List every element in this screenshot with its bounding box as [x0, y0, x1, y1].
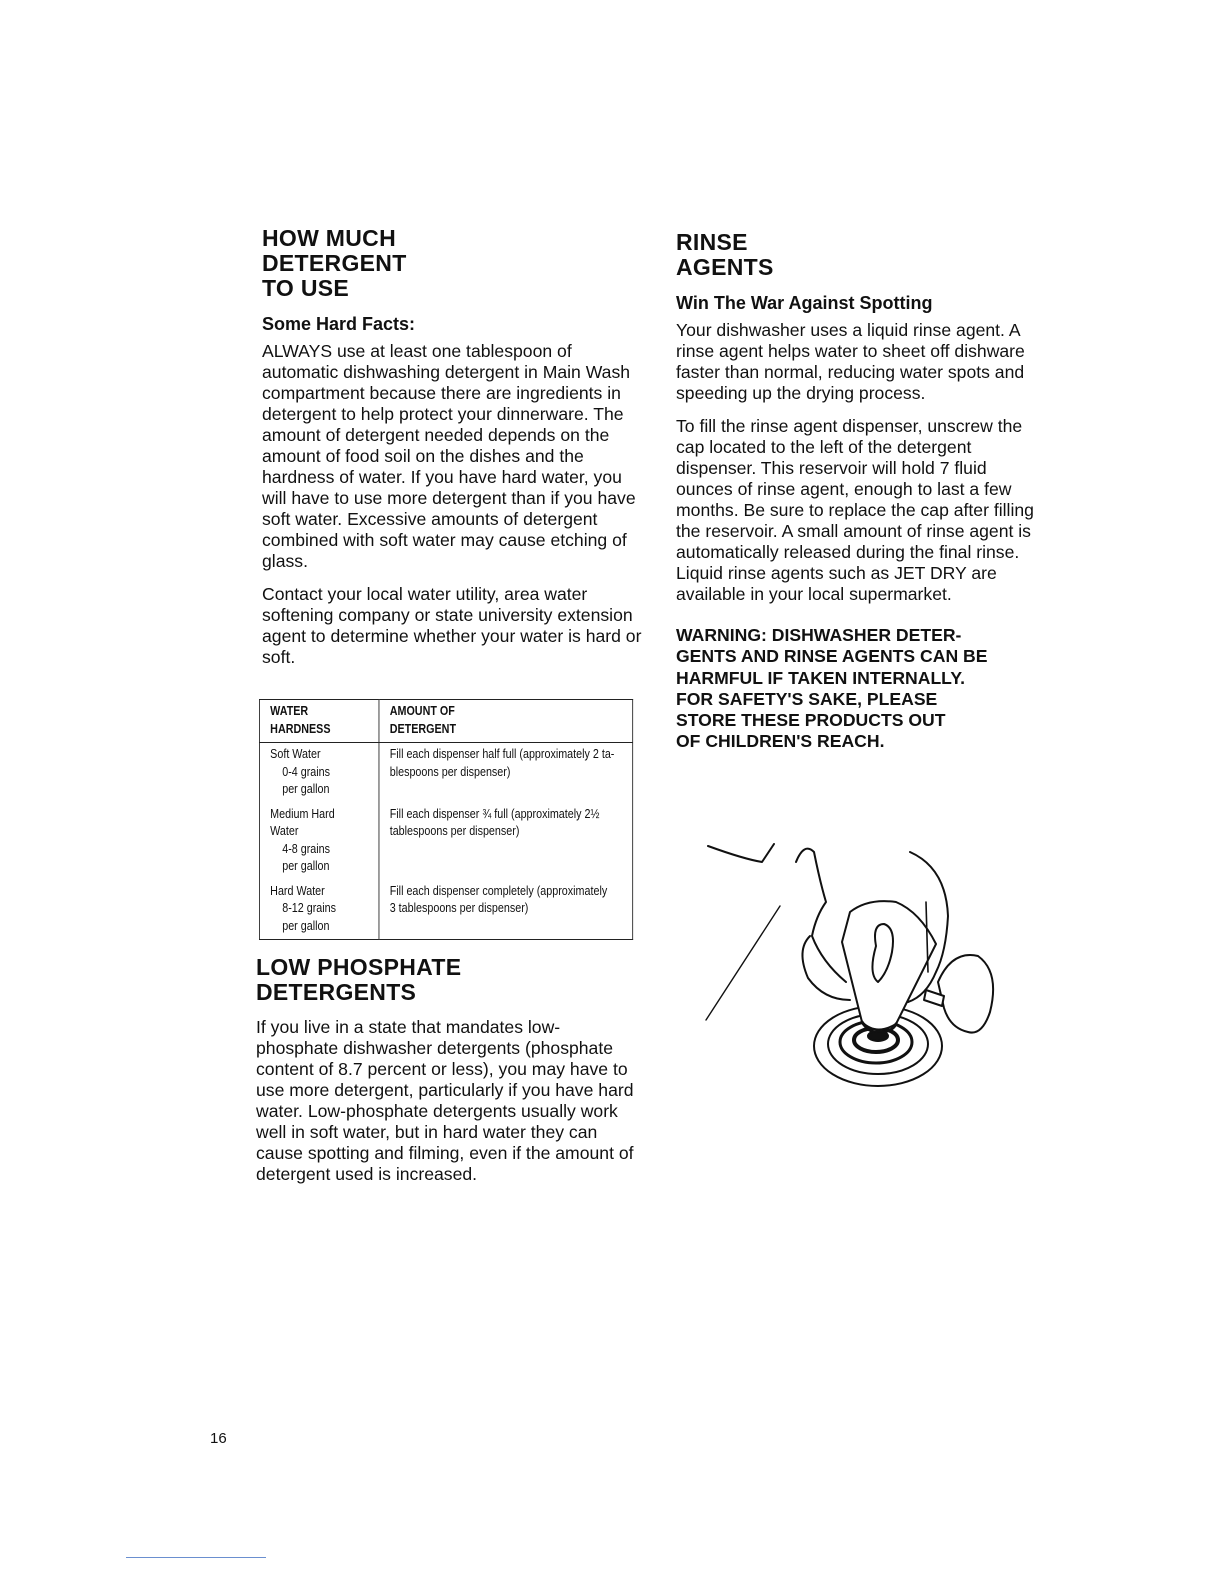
- amount-cell: Fill each dispenser ¾ full (approximately 2½ tablespoons per dispenser): [389, 806, 600, 838]
- amount-cell: Fill each dispenser completely (approximately 3 tablespoons per dispenser): [389, 883, 608, 915]
- dispenser-cap: [938, 955, 993, 1033]
- hard-facts-subheading: Some Hard Facts:: [262, 314, 416, 334]
- rinse-paragraph-2: To fill the rinse agent dispenser, unscrew the cap located to the left of the detergent dispenser. This reservoir will hold 7 fluid ounces of rinse agent, enough to last a few months. Be sure to replace the cap after filling the reservoir. A small amount of rinse agent is automatically released during the final rinse. Liquid rinse agents such as JET DRY are available in your local supermarket.: [676, 416, 1034, 604]
- detergent-paragraph-1: ALWAYS use at least one tablespoon of automatic dishwashing detergent in Main Wash compartment because there are ingredients in detergent to help protect your dinnerware. The amount of detergent needed depends on the amount of food soil on the dishes and the hardness of water. If you have hard water, you will have to use more detergent than if you have soft water. Excessive amounts of detergent combined with soft water may cause etching of glass.: [262, 341, 636, 571]
- rinse-paragraph-1: Your dishwasher uses a liquid rinse agent. A rinse agent helps water to sheet off dishware faster than normal, reducing water spots and speeding up the drying process.: [676, 320, 1025, 403]
- pointer-line: [708, 844, 774, 862]
- water-hardness-table: [259, 699, 633, 940]
- detergent-section: [262, 226, 642, 680]
- rinse-agent-dispenser-illustration: [700, 832, 1020, 1112]
- hardness-cell: Soft Water 0-4 grains per gallon: [259, 743, 379, 803]
- table-row: [259, 743, 632, 803]
- safety-warning: WARNING: DISHWASHER DETER- GENTS AND RINSE AGENTS CAN BE HARMFUL IF TAKEN INTERNALLY. FOR SAFETY'S SAKE, PLEASE STORE THESE PRODUCTS OUT OF CHILDREN'S REACH.: [676, 625, 988, 752]
- footer-rule: [126, 1557, 266, 1558]
- detergent-paragraph-2: Contact your local water utility, area water softening company or state university extension agent to determine whether your water is hard or soft.: [262, 584, 642, 667]
- amount-cell: Fill each dispenser half full (approximately 2 ta- blespoons per dispenser): [389, 747, 615, 779]
- table-header-row: [259, 700, 632, 743]
- pointer-line: [706, 906, 780, 1020]
- header-water-hardness: WATER HARDNESS: [259, 700, 379, 743]
- table-row: [259, 803, 632, 880]
- rinse-agents-heading: RINSE AGENTS: [676, 229, 774, 280]
- page-number: 16: [210, 1430, 227, 1447]
- low-phosphate-paragraph: If you live in a state that mandates low-phosphate dishwasher detergents (phosphate content of 8.7 percent or less), you may have to use more detergent, particularly if you have hard water. Low-phosphate detergents usually work well in soft water, but in hard water they can cause spotting and filming, even if the amount of detergent used is increased.: [256, 1017, 634, 1184]
- hardness-cell: Medium Hard Water 4-8 grains per gallon: [259, 803, 379, 880]
- table-row: [259, 880, 632, 940]
- header-amount-of-detergent: AMOUNT OF DETERGENT: [379, 700, 633, 743]
- spotting-subheading: Win The War Against Spotting: [676, 293, 933, 313]
- low-phosphate-heading: LOW PHOSPHATE DETERGENTS: [256, 954, 462, 1005]
- rinse-agents-section: [676, 230, 1046, 753]
- detergent-heading: HOW MUCH DETERGENT TO USE: [262, 225, 407, 301]
- bottle-tip: [868, 1031, 888, 1041]
- low-phosphate-section: [256, 955, 636, 1197]
- hardness-cell: Hard Water 8-12 grains per gallon: [259, 880, 379, 940]
